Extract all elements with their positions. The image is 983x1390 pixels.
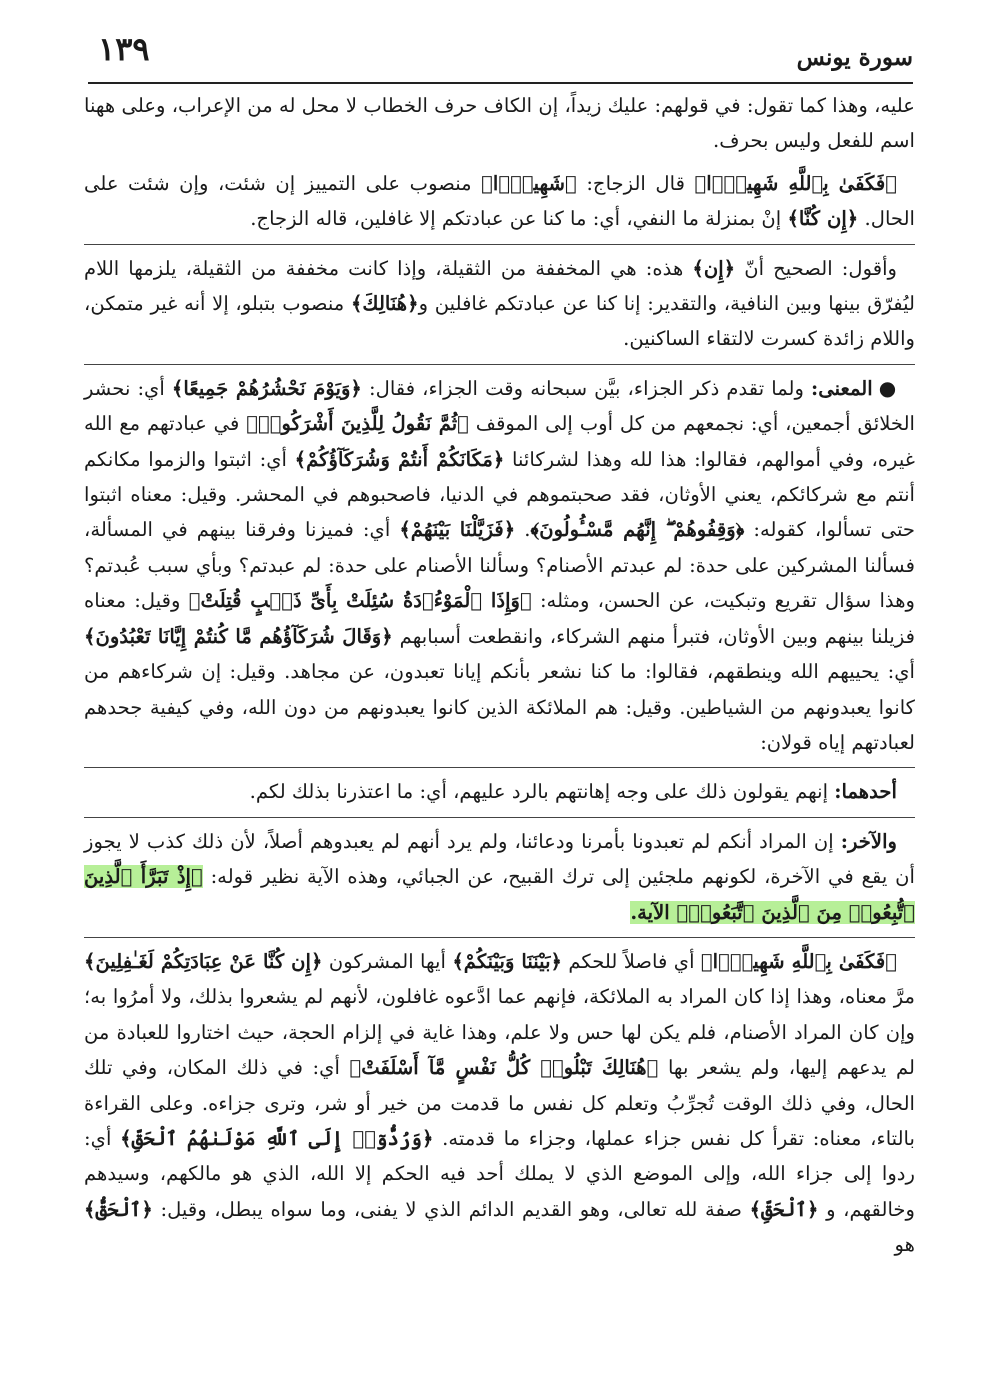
text-run: منصوب على التمييز إن شئت، وإن شئت على الحال. (84, 171, 915, 231)
text-run: إنْ بمنزلة ما النفي، أي: ما كنا عن عبادتكم إلا غافلين، قاله الزجاج. (250, 207, 788, 231)
quran-quote: ﴿إِن كُنَّا﴾ (787, 207, 859, 231)
paragraph (84, 824, 915, 930)
surah-title: سورة يونس (796, 44, 913, 71)
paragraph (84, 944, 915, 1263)
text-run: قال الزجاج: (576, 171, 695, 195)
quran-quote: ﴿هُنَالِكَ﴾ (350, 292, 419, 316)
text-run: أي فاصلاً للحكم (562, 949, 701, 973)
quran-quote: ﴿هُنَالِكَ تَبْلُوا۟ كُلُّ نَفْسٍ مَّآ أَسْلَفَتْ﴾ (349, 1056, 659, 1080)
page-body (84, 88, 915, 1270)
page-header (88, 30, 913, 70)
quran-quote: ﴿وَإِذَا ٱلْمَوْءُۥدَةُ سُئِلَتْ بِأَىِّ ذَنۢبٍ قُتِلَتْ﴾ (188, 589, 532, 613)
text-run: وقيل: معناه فزيلنا بينهم وبين الأوثان، فتبرأ منهم الشركاء، وانقطعت أسبابهم (84, 589, 915, 648)
paragraph: عليه، وهذا كما تقول: في قولهم: عليك زيداً، إن الكاف حرف الخطاب لا محل له من الإعراب، وعلى ههنا اسم للفعل وليس بحرف. (84, 94, 915, 153)
paragraph (84, 251, 915, 357)
quran-quote: ﴿مَكَانَكُمْ أَنتُمْ وَشُرَكَآؤُكُمْ﴾ (294, 447, 505, 471)
text-run: في عبادتهم مع الله غيره، وفي أموالهم، فقالوا: هذا لله وهذا لشركائنا (84, 412, 916, 471)
quran-quote: ﴿إِن﴾ (692, 256, 736, 280)
quran-quote: ﴿وَرُدُّوٓا۟ إِلَى ٱللَّهِ مَوْلَىٰهُمُ ٱلْحَقِّ﴾ (120, 1126, 434, 1150)
quran-quote: ﴿ٱلْحَقُّ﴾ (84, 1197, 153, 1221)
section-divider (84, 817, 915, 818)
paragraph (84, 166, 915, 237)
text-run: أي: يحييهم الله وينطقهم، فقالوا: ما كنا نشعر بأنكم إيانا تعبدون، عن مجاهد. وقيل: إن شركاءهم من كانوا يعبدونهم من الشياطين. وقيل: هم الملائكة الذين كانوا يعبدونهم من دون الله، وفي كيفية جحدهم لعبادتهم إياه قولان: (84, 660, 915, 754)
quran-quote: ﴿فَكَفَىٰ بِٱللَّهِ شَهِيدًۢا﴾ (694, 171, 897, 195)
quran-quote: ﴿ثُمَّ نَقُولُ لِلَّذِينَ أَشْرَكُوا۟﴾ (246, 412, 469, 436)
section-divider (84, 767, 915, 768)
section-divider (84, 364, 915, 365)
quran-quote: ﴿وَقَالَ شُرَكَآؤُهُم مَّا كُنتُمْ إِيَّانَا تَعْبُدُونَ﴾ (84, 624, 393, 648)
bullet-icon: ● (878, 375, 898, 400)
quran-quote: ﴿شَهِيدًۢا﴾ (481, 171, 577, 195)
section-label: والآخر: (840, 829, 897, 853)
quran-quote: ﴿ٱلْحَقِّ﴾ (749, 1197, 819, 1221)
text-run: ولما تقدم ذكر الجزاء، بيَّن سبحانه وقت الجزاء، فقال: (361, 376, 812, 400)
page-number: ١٣٩ (98, 30, 150, 68)
text-run: إن المراد أنكم لم تعبدونا بأمرنا ودعائنا، ولم يرد أنهم لم يعبدوهم أصلاً، لأن ذلك كذب لا يجوز أن يقع في الآخرة، لكونهم ملجئين إلى ترك القبيح، عن الجبائي، وهذه الآية نظير قوله: (84, 829, 915, 889)
text-run: . (515, 518, 531, 542)
section-label: المعنى: (811, 376, 873, 400)
header-divider (88, 82, 913, 84)
quran-quote: ﴿وَيَوْمَ نَحْشُرُهُمْ جَمِيعًا﴾ (171, 376, 362, 400)
text-run: وأقول: الصحيح أنّ (735, 256, 897, 280)
quran-quote: ﴿إِن كُنَّا عَنْ عِبَادَتِكُمْ لَغَـٰفِلِينَ﴾ (84, 949, 323, 973)
text-run: أي: ردوا إلى جزاء الله، وإلى الموضع الذي لا يملك أحد فيه الحكم إلا الله، الذي هو مالكهم، وسيدهم وخالقهم، و (84, 1126, 915, 1221)
text-run: منصوب بتبلو، إلا أنه غير متمكن، واللام زائدة كسرت لالتقاء الساكنين. (84, 292, 915, 351)
section-divider (84, 937, 915, 938)
text-run: إنهم يقولون ذلك على وجه إهانتهم بالرد عليهم، أي: ما اعتذرنا بذلك لكم. (249, 780, 835, 804)
paragraph (84, 774, 915, 809)
section-label: أحدهما: (834, 780, 897, 804)
text-run: أي: نحشر الخلائق أجمعين، أي: نجمعهم من كل أوب إلى الموقف (84, 376, 915, 436)
text-run: أيها المشركون (322, 949, 453, 973)
quran-quote: ﴿بَيْنَنَا وَبَيْنَكُمْ﴾ (452, 949, 563, 973)
text-run: أي: فميزنا وفرقنا بينهم في المسألة، فسألنا المشركين على حدة: لم عبدتم الأصنام؟ وسألنا الأصنام على حدة: لم عبدتم؟ وبأي سبب عُبدتم؟ وهذا سؤال تقريع وتبكيت، عن الحسن، ومثله: (84, 518, 915, 613)
quran-quote: ﴿فَزَيَّلْنَا بَيْنَهُمْ﴾ (399, 518, 516, 542)
highlighted-quote[interactable]: ﴿إِذْ تَبَرَّأَ ٱلَّذِينَ ٱتُّبِعُوا۟ مِنَ ٱلَّذِينَ ٱتَّبَعُوا۟﴾ الآية. (84, 865, 915, 924)
text-run: صفة لله تعالى، وهو القديم الدائم الذي لا يفنى، وما سواه يبطل، وقيل: (152, 1197, 750, 1221)
text-run: أي: اثبتوا والزموا مكانكم أنتم مع شركائكم، يعني الأوثان، فقد صحبتموهم في الدنيا، فاصحبوهم في المحشر. وقيل: معناه اثبتوا حتى تسألوا، كقوله: (84, 447, 915, 542)
text-run: هو (894, 1233, 915, 1257)
section-divider (84, 244, 915, 245)
text-run: مرَّ معناه، وهذا إذا كان المراد به الملائكة، فإنهم عما ادَّعوه غافلون، لأنهم لم يشعروا بذلك، ولا أمرُوا به؛ وإن كان المراد الأصنام، فلم يكن لها حس ولا علم، وهذا غاية في إلزام الحجة، حيث اختاروا للعبادة من لم يدعهم إليها، ولم يشعر بها (84, 985, 915, 1080)
quran-quote: ﴿وَقِفُوهُمْ ۖ إِنَّهُم مَّسْـُٔولُونَ﴾ (530, 518, 745, 542)
paragraph (84, 371, 915, 760)
text-run: هذه: هي المخففة من الثقيلة، وإذا كانت مخففة من الثقيلة، يلزمها اللام ليُفرّق بينها وبين النافية، والتقدير: إنا كنا عن عبادتكم غافلين و (84, 256, 915, 316)
text-run: أي: في ذلك المكان، وفي تلك الحال، وفي ذلك الوقت تُجرِّبُ وتعلم كل نفس ما قدمت من خير أو شر، وترى جزاءه. وعلى القراءة بالتاء، معناه: تقرأ كل نفس جزاء عملها، وجزاء ما قدمته. (84, 1056, 915, 1150)
quran-quote: ﴿فَكَفَىٰ بِٱللَّهِ شَهِيدًۢا﴾ (700, 949, 898, 973)
